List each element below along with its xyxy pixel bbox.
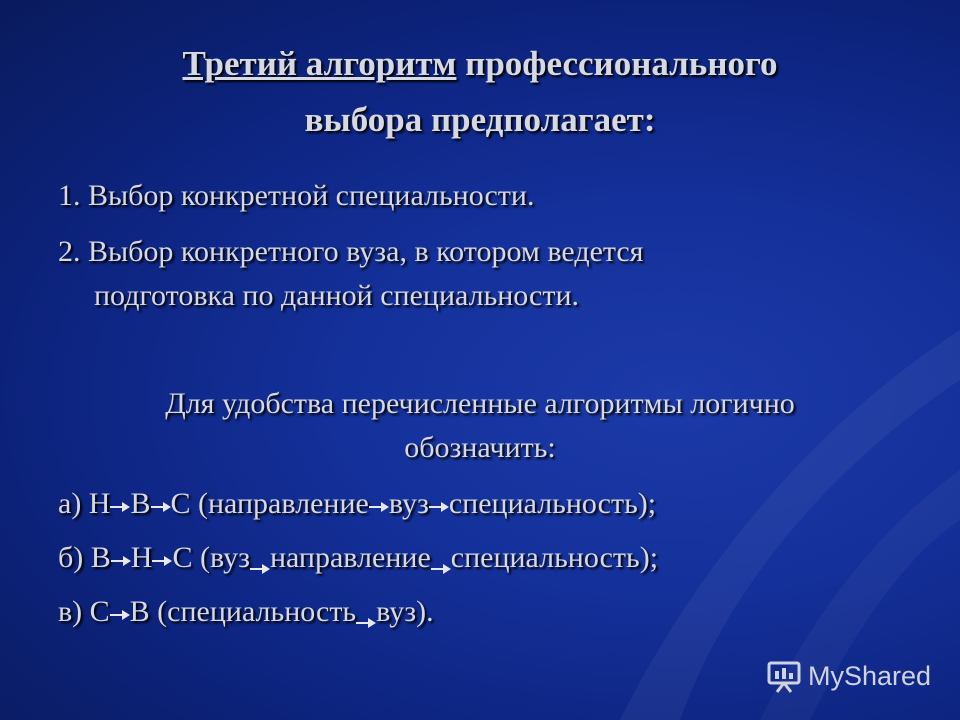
arrow-icon <box>356 613 376 631</box>
algorithm-a-s3: вуз <box>388 487 429 520</box>
list-item-2: 2. Выбор конкретного вуза, в котором ведется <box>58 235 644 268</box>
algorithm-c-prefix: в) С <box>58 595 110 628</box>
list-item-2-continuation: подготовка по данной специальности. <box>94 279 580 312</box>
title-rest: профессионального <box>456 44 778 83</box>
algorithm-b-s1: Н <box>130 541 153 574</box>
algorithm-b-s4: специальность); <box>450 541 659 574</box>
arrow-icon <box>151 497 171 515</box>
algorithm-b-s2: С (вуз <box>172 541 250 574</box>
note-line-2: обозначить: <box>404 431 556 464</box>
algorithm-c-s2: вуз). <box>376 595 434 628</box>
arrow-icon <box>429 497 449 515</box>
arrow-icon <box>431 559 451 577</box>
algorithm-c <box>58 592 434 632</box>
algorithm-a <box>58 484 656 524</box>
watermark-logo <box>766 656 931 696</box>
algorithm-c-s1: В (специальность <box>129 595 357 628</box>
title-line2: выбора предполагает: <box>304 100 656 139</box>
arrow-icon <box>250 559 270 577</box>
title-underlined: Третий алгоритм <box>182 44 457 83</box>
arrow-icon <box>110 605 130 623</box>
algorithm-a-s4: специальность); <box>448 487 657 520</box>
slide-title <box>0 36 960 148</box>
presentation-board-icon <box>766 658 802 694</box>
arrow-icon <box>369 497 389 515</box>
algorithm-a-s2: С (направление <box>170 487 369 520</box>
algorithm-a-s1: В <box>130 487 151 520</box>
algorithm-a-prefix: а) Н <box>58 487 111 520</box>
algorithm-b-prefix: б) В <box>58 541 111 574</box>
algorithm-b-s3: направление <box>269 541 431 574</box>
list-item-1: 1. Выбор конкретной специальности. <box>58 179 535 212</box>
arrow-icon <box>152 551 172 569</box>
note-line-1: Для удобства перечисленные алгоритмы логично <box>165 387 795 420</box>
arrow-icon <box>111 551 131 569</box>
algorithm-b <box>58 538 658 578</box>
arrow-icon <box>110 497 130 515</box>
watermark-text: MyShared <box>808 660 932 691</box>
